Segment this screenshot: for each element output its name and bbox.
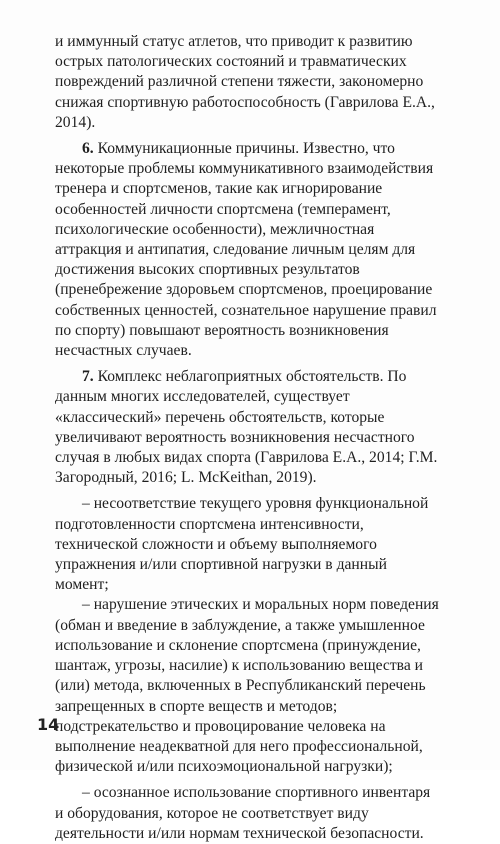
list-item-dash: – несоответствие текущего уровня функциональной подготовленности спортсмена интенсивности, технической сложности и объему выполняемого упражнения и/или спортивной нагрузки в данный момент; [55,495,429,594]
paragraph-item-6 [55,139,442,361]
list-item-dash: – осознанное использование спортивного инвентаря и оборудования, которое не соответствует виду деятельности и/или нормам технической безопасности. [55,784,431,842]
paragraph-item-7 [55,367,442,488]
paragraph-continuation: и иммунный статус атлетов, что приводит к развитию острых патологических состояний и травматических повреждений различной степени тяжести, закономерно снижая спортивную работоспособность (Гаврилова Е.А., 2014). [55,33,435,131]
page-number: 14 [37,715,60,734]
item-text: Комплекс неблагоприятных обстоятельств. По данным многих исследователей, существует «классический» перечень обстоятельств, которые увеличивают вероятность возникновения несчастного случая в любых видах спорта (Гаврилова Е.А., 2014; Г.М. Загородный, 2016; L. McKeithan, 2019). [55,368,438,487]
item-number: 7. [82,368,94,386]
list-item-dash: – нарушение этических и моральных норм поведения (обман и введение в заблуждение, а также умышленное использование и склонение спортсмена (принуждение, шантаж, угрозы, насилие) к использованию вещества и (или) метода, включенных в Республиканский перечень запрещенных в спорте веществ и методов; подстрекательство и провоцирование человека на выполнение неадекватной для него профессиональной, физической и/или психоэмоциональной нагрузки); [55,596,439,776]
item-text: Коммуникационные причины. Известно, что некоторые проблемы коммуникативного взаимодействия тренера и спортсменов, такие как игнорирование особенностей личности спортсмена (темперамент, психологические особенности), межличностная аттракция и антипатия, следование личным целям для достижения высоких спортивных результатов (пренебрежение здоровьем спортсменов, проецирование собственных ценностей, сознательное нарушение правил по спорту) повышают вероятность возникновения несчастных случаев. [55,140,437,360]
item-number: 6. [82,140,94,158]
page-body [55,32,442,844]
